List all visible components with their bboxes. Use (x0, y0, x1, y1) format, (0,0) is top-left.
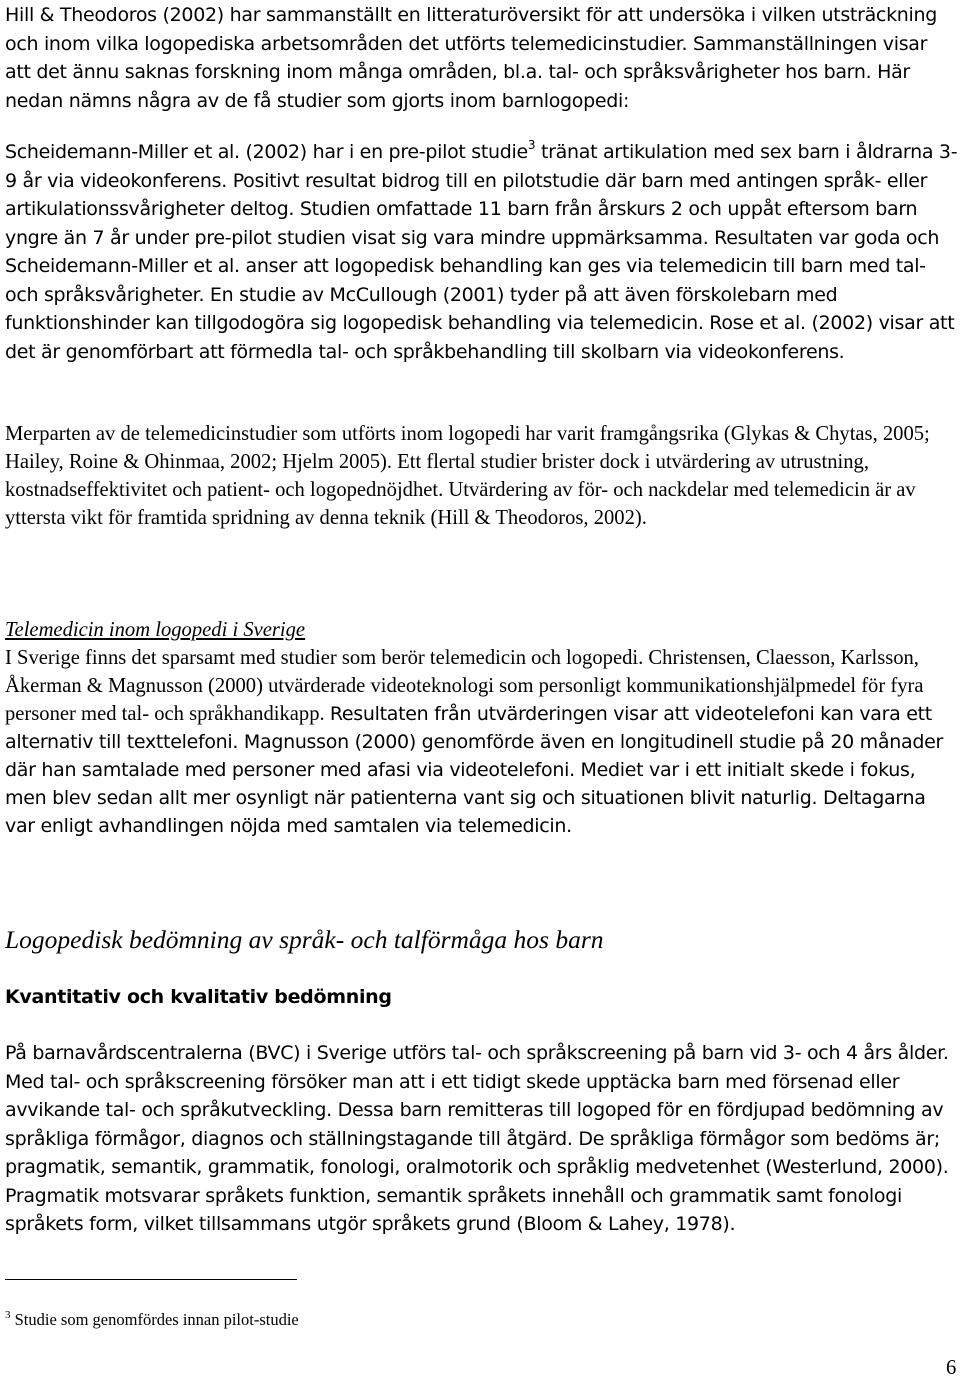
section-heading-assessment: Logopedisk bedömning av språk- och talförmåga hos barn (5, 925, 604, 954)
footnote (5, 1308, 299, 1332)
paragraph-sweden (5, 644, 958, 840)
footnote-text: Studie som genomfördes innan pilot-studie (10, 1309, 299, 1329)
footnote-ref: 3 (527, 138, 536, 152)
paragraph-evaluation: Merparten av de telemedicinstudier som utförts inom logopedi har varit framgångsrika (Glykas & Chytas, 2005; Hailey, Roine & Ohinmaa, 2002; Hjelm 2005). Ett flertal studier brister dock i utvärdering av utrustning, kostnadseffektivitet och patient- och logopednöjdhet. Utvärdering av för- och nackdelar med telemedicin är av yttersta vikt för framtida spridning av denna teknik (Hill & Theodoros, 2002). (5, 423, 930, 529)
paragraph-intro: Hill & Theodoros (2002) har sammanställt en litteraturöversikt för att undersöka i vilken utsträckning och inom vilka logopediska arbetsområden det utförts telemedicinstudier. Sammanställningen visar att det ännu saknas forskning inom många områden, bl.a. tal- och språksvårigheter hos barn. Här nedan nämns några av de få studier som gjorts inom barnlogopedi: (5, 4, 938, 112)
section-heading-sweden: Telemedicin inom logopedi i Sverige (5, 619, 306, 641)
paragraph-sweden-part-b: Christensen, Claesson, Karlsson, Åkerman & Magnusson (2000) utvärderade videoteknologi som personligt kommunikationshjälpmedel för fyra personer med tal- och språkhandikapp. (5, 647, 924, 725)
paragraph-studies-part-b: tränat artikulation med sex barn i åldrarna 3-9 år via videokonferens. Positivt resultat bidrog till en pilotstudie där barn med antingen språk- eller artikulationssvårigheter deltog. Studien omfattade 11 barn från årskurs 2 och uppåt eftersom barn yngre än 7 år under pre-pilot studien visat sig vara mindre uppmärksamma. Resultaten var goda och Scheidemann-Miller et al. anser att logopedisk behandling kan ges via telemedicin till barn med tal- och språksvårigheter. En studie av McCullough (2001) tyder på att även förskolebarn med funktionshinder kan tillgodogöra sig logopedisk behandling via telemedicin. Rose et al. (2002) visar att det är genomförbart att förmedla tal- och språkbehandling till skolbarn via videokonferens. (5, 141, 958, 363)
paragraph-studies (5, 138, 958, 366)
page-number: 6 (946, 1357, 957, 1379)
paragraph-studies-part-a: Scheidemann-Miller et al. (2002) har i en pre-pilot studie (5, 141, 528, 163)
footnote-number: 3 (5, 1308, 11, 1321)
footnote-separator (5, 1279, 297, 1280)
paragraph-sweden-part-c: Resultaten från utvärderingen visar att videotelefoni kan vara ett alternativ till texttelefoni. Magnusson (2000) genomförde även en longitudinell studie på 20 månader där han samtalade med personer med afasi via videotelefoni. Mediet var i ett initialt skede i fokus, men blev sedan allt mer osynligt när patienterna vant sig och situationen blivit naturlig. Deltagarna var enligt avhandlingen nöjda med samtalen via telemedicin. (5, 703, 943, 837)
paragraph-sweden-part-a: I Sverige finns det sparsamt med studier som berör telemedicin och logopedi. (5, 647, 649, 669)
subheading-quantitative: Kvantitativ och kvalitativ bedömning (5, 986, 392, 1008)
paragraph-bvc: På barnavårdscentralerna (BVC) i Sverige utförs tal- och språkscreening på barn vid 3- och 4 års ålder. Med tal- och språkscreening försöker man att i ett tidigt skede upptäcka barn med försenad eller avvikande tal- och språkutveckling. Dessa barn remitteras till logoped för en fördjupad bedömning av språkliga förmågor, diagnos och ställningstagande till åtgärd. De språkliga förmågor som bedöms är; pragmatik, semantik, grammatik, fonologi, oralmotorik och språklig medvetenhet (Westerlund, 2000). Pragmatik motsvarar språkets funktion, semantik språkets innehåll och grammatik samt fonologi språkets form, vilket tillsammans utgör språkets grund (Bloom & Lahey, 1978). (5, 1042, 949, 1235)
